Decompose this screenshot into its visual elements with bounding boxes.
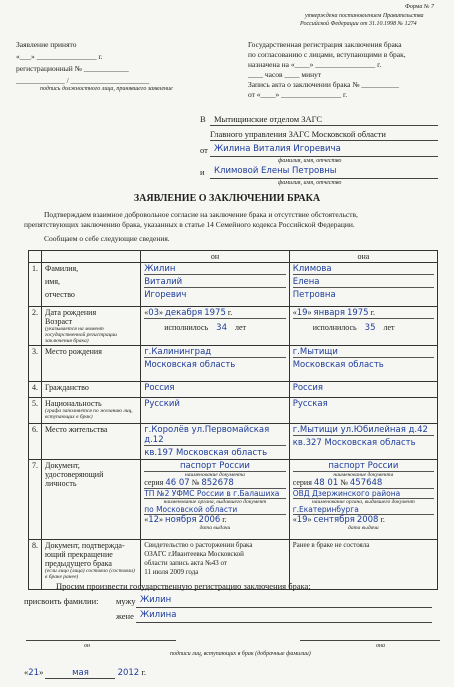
reg-line-6: от «____» ________________ г. <box>248 90 348 99</box>
row-label: Гражданство <box>42 382 141 398</box>
she-prev-marriage-cell: Ранее в браке не состояла <box>289 540 437 590</box>
date-day: 21 <box>28 668 40 678</box>
row-label: Документ, удостоверяющий личность <box>42 460 141 540</box>
she-age: 35 <box>364 323 376 333</box>
she-sign-line <box>300 640 440 641</box>
he-birth-cell: «03» декабря 1975 г. исполнилось 34 лет <box>141 307 290 346</box>
he-passport-series: 46 07 <box>165 478 190 488</box>
to-label: В <box>200 114 206 124</box>
from-name: Жилина Виталия Игоревича <box>214 144 341 154</box>
he-document-cell: паспорт России наименование документа серия 46 07 № 852678 ТП №2 УФМС России в г.Балашиха наименование органа, выдавшего документ по Московской области «12» ноября 2006 г. дата выдачи <box>141 460 290 540</box>
official-sign-caption: подпись должностного лица, принявшего заявление <box>40 86 173 92</box>
row-label: Национальность (графа заполняется по желанию лиц, вступающих в брак) <box>42 398 141 424</box>
row-label: Место жительства <box>42 424 141 460</box>
col-she: она <box>289 251 437 263</box>
date-year: 2012 <box>117 668 140 678</box>
he-name-cell <box>141 263 290 307</box>
he-surname: Жилин <box>144 264 286 275</box>
she-nationality: Русская <box>289 398 437 424</box>
reg-line-2: по согласованию с лицами, вступающими в брак, <box>248 50 406 59</box>
approved-line-1: утверждена постановлением Правительства <box>305 13 424 19</box>
row-num: 5. <box>29 398 42 424</box>
he-birth-year: 1975 <box>204 308 226 318</box>
row-label: Место рождения <box>42 346 141 382</box>
he-nationality: Русский <box>141 398 290 424</box>
he-first-name: Виталий <box>144 277 286 288</box>
zags-name: Мытищинские отделом ЗАГС <box>214 114 323 124</box>
he-prev-marriage-cell: Свидетельство о расторжении брака ОЗАГС г.Ивантеевка Московской области запись акта №43 от 11 июля 2009 года <box>141 540 290 590</box>
page-title: ЗАЯВЛЕНИЕ О ЗАКЛЮЧЕНИИ БРАКА <box>133 193 321 204</box>
row-label: Документ, подтвержда- ющий прекращение предыдущего брака (если лицо (лица) состояло (состояли) в браке ранее) <box>42 540 141 590</box>
form-number: Форма № 7 <box>405 4 435 10</box>
she-passport-series: 48 01 <box>313 478 339 488</box>
reg-number: регистрационный № ____________ <box>16 64 129 73</box>
fio-caption: фамилия, имя, отчество <box>278 158 342 164</box>
she-birth-year: 1975 <box>346 308 369 318</box>
she-birthplace-cell: г.Мытищи Московская область <box>289 346 437 382</box>
he-birth-day: 03 <box>148 308 160 318</box>
reg-line-1: Государственная регистрация заключения брака <box>248 40 402 49</box>
reg-line-3: назначена на «____» ________________ г. <box>248 60 382 69</box>
date-month: мая <box>72 668 89 678</box>
and-underline <box>210 178 438 179</box>
row-label: Дата рождения Возраст (указывается на момент государственной регистрации заключения брака) <box>42 307 141 346</box>
wife-label: жене <box>116 611 134 621</box>
he-patronymic: Игоревич <box>144 290 187 300</box>
request-text: Просим произвести государственную регистрацию заключения брака; <box>56 581 311 591</box>
signatures-caption: подписи лиц, вступающих в брак (добрачные фамилии) <box>170 651 311 657</box>
reg-line-5: Запись акта о заключении брака № __________ <box>248 80 399 89</box>
and-label: и <box>200 167 205 177</box>
from-underline <box>210 156 438 157</box>
from-label: от <box>200 145 208 155</box>
intro-line-1: Подтверждаем взаимное добровольное согласие на заключение брака и отсутствие обстоятельств, <box>44 210 358 219</box>
intro-line-3: Сообщаем о себе следующие сведения. <box>44 234 170 243</box>
he-passport-number: 852678 <box>201 478 234 488</box>
she-surname: Климова <box>293 264 434 275</box>
col-he: он <box>141 251 290 263</box>
husband-underline <box>136 607 432 608</box>
row-num: 7. <box>29 460 42 540</box>
application-date: «21» мая 2012 г. <box>24 667 146 678</box>
row-num: 1. <box>29 263 42 307</box>
row-num: 3. <box>29 346 42 382</box>
she-passport-number: 457648 <box>349 478 383 488</box>
he-birthplace-cell: г.Калининград Московская область <box>141 346 290 382</box>
fio-caption-2: фамилия, имя, отчество <box>278 180 342 186</box>
she-name-cell <box>289 263 437 307</box>
he-sign-line <box>26 640 176 641</box>
accepted-label: Заявление принято <box>16 40 77 49</box>
intro-line-2: препятствующих заключению брака, указанных в статье 14 Семейного кодекса Российской Федерации. <box>24 220 355 229</box>
he-residence-cell: г.Королёв ул.Первомайская д.12 кв.197 Московская область <box>141 424 290 460</box>
wife-underline <box>136 622 432 623</box>
zags-underline <box>210 125 438 126</box>
approved-line-2: Российской Федерации от 31.10.1998 № 1274 <box>300 21 417 27</box>
she-document-cell: паспорт России наименование документа серия 48 01 № 457648 ОВД Дзержинского района наименование органа, выдавшего документ г.Екатеринбурга «19» сентября 2008 г. дата выдачи <box>289 460 437 540</box>
he-citizenship: Россия <box>141 382 290 398</box>
and-name: Климовой Елены Петровны <box>214 166 337 176</box>
he-birth-month: декабря <box>165 308 203 318</box>
she-patronymic: Петровна <box>292 290 336 300</box>
she-first-name: Елена <box>293 277 434 288</box>
assign-label: присвоить фамилии: <box>24 596 99 606</box>
husband-label: мужу <box>116 596 136 606</box>
row-num: 4. <box>29 382 42 398</box>
row-num: 2. <box>29 307 42 346</box>
he-sign-caption: он <box>84 643 90 649</box>
row-label: Фамилия, имя, отчество <box>42 263 141 307</box>
she-citizenship: Россия <box>289 382 437 398</box>
husband-surname: Жилин <box>140 595 172 605</box>
wife-surname: Жилина <box>140 610 177 620</box>
he-age: 34 <box>216 323 227 333</box>
zags-full-name: Главного управления ЗАГС Московской области <box>210 129 386 139</box>
row-num: 8. <box>29 540 42 590</box>
zags-full-underline <box>210 140 438 141</box>
row-num: 6. <box>29 424 42 460</box>
applicant-table <box>28 250 438 590</box>
reg-line-4: ____ часов ____ минут <box>248 70 322 79</box>
accepted-date: «___» ________________ г. <box>16 52 103 61</box>
she-birth-cell: «19» января 1975 г. исполнилось 35 лет <box>289 307 437 346</box>
she-residence-cell: г.Мытищи ул.Юбилейная д.42 кв.327 Московская область <box>289 424 437 460</box>
official-sign-line: _____________ / _____________________ <box>16 76 150 85</box>
she-birth-month: января <box>313 308 345 318</box>
she-birth-day: 19 <box>296 308 308 318</box>
she-sign-caption: она <box>376 643 385 649</box>
